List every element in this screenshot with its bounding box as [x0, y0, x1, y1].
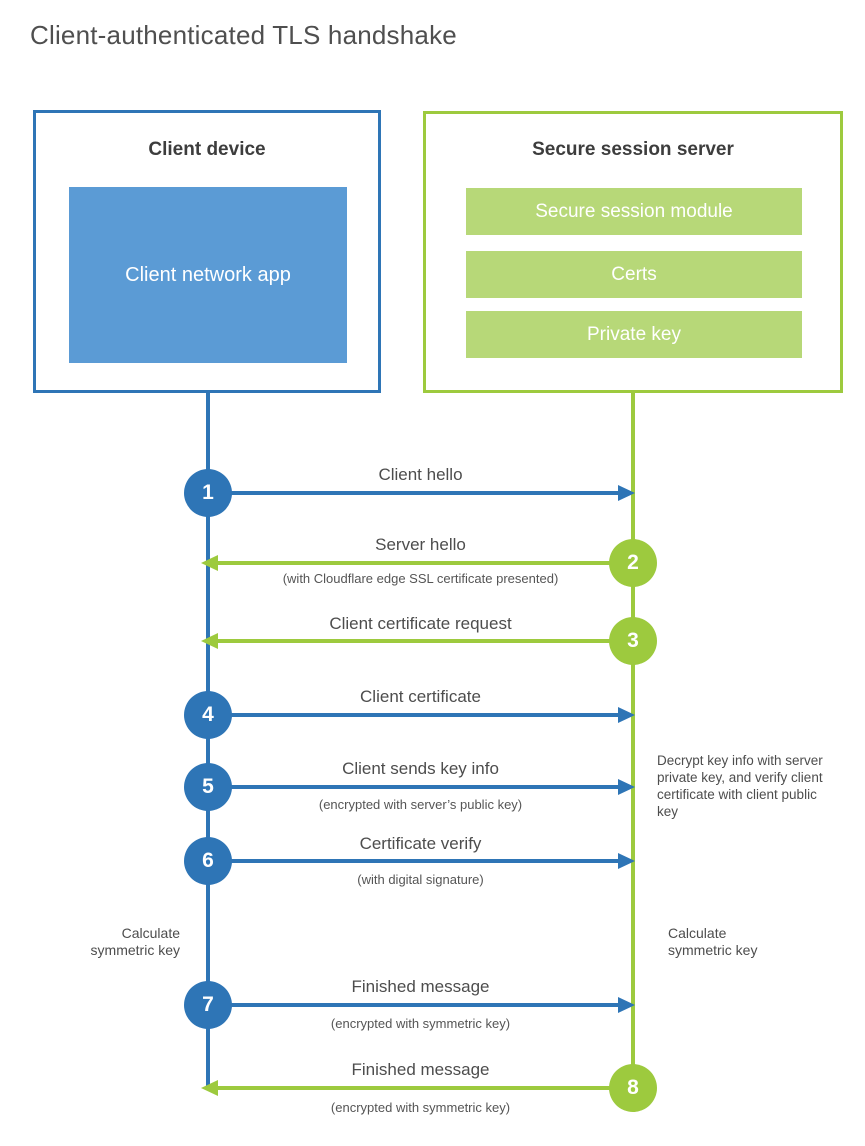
- client-device-title: Client device: [148, 139, 266, 160]
- step-6-sublabel: (with digital signature): [357, 872, 484, 887]
- step-7-arrow: [210, 1003, 620, 1007]
- calculate-symmetric-key-server-note: Calculate symmetric key: [668, 925, 758, 958]
- step-7-label: Finished message: [351, 977, 490, 996]
- step-7-arrowhead-icon: [618, 997, 635, 1013]
- step-1-arrowhead-icon: [618, 485, 635, 501]
- step-4-arrowhead-icon: [618, 707, 635, 723]
- step-3-arrowhead-icon: [201, 633, 218, 649]
- step-6-arrow: [210, 859, 620, 863]
- step-5-arrow: [210, 785, 620, 789]
- step-1-badge: 1: [184, 469, 232, 517]
- step-8-arrow: [218, 1086, 633, 1090]
- step-8-label: Finished message: [351, 1060, 490, 1079]
- step-5-arrowhead-icon: [618, 779, 635, 795]
- decrypt-key-info-note: Decrypt key info with server private key, and verify client certificate with client public key: [657, 753, 823, 819]
- step-3-label: Client certificate request: [329, 614, 512, 633]
- client-network-app-box: [69, 187, 347, 363]
- step-8-badge: 8: [609, 1064, 657, 1112]
- step-7-sublabel: (encrypted with symmetric key): [330, 1016, 511, 1031]
- step-2-arrowhead-icon: [201, 555, 218, 571]
- step-2-badge: 2: [609, 539, 657, 587]
- step-4-arrow: [210, 713, 620, 717]
- step-6-label: Certificate verify: [359, 834, 482, 853]
- step-3-arrow: [218, 639, 633, 643]
- step-7-badge: 7: [184, 981, 232, 1029]
- step-8-sublabel: (encrypted with symmetric key): [330, 1100, 511, 1115]
- page-title: Client-authenticated TLS handshake: [30, 20, 457, 50]
- step-2-sublabel: (with Cloudflare edge SSL certificate presented): [282, 571, 559, 586]
- step-2-label: Server hello: [375, 535, 466, 554]
- step-6-badge: 6: [184, 837, 232, 885]
- step-6-arrowhead-icon: [618, 853, 635, 869]
- secure-session-server-title: Secure session server: [532, 139, 734, 160]
- step-4-label: Client certificate: [360, 687, 481, 706]
- private-key-bar: Private key: [466, 311, 802, 358]
- secure-session-module-bar: Secure session module: [466, 188, 802, 235]
- step-1-label: Client hello: [378, 465, 463, 484]
- step-1-arrow: [210, 491, 620, 495]
- step-4-badge: 4: [184, 691, 232, 739]
- client-network-app-label: Client network app: [125, 263, 291, 286]
- certs-bar: Certs: [466, 251, 802, 298]
- step-8-arrowhead-icon: [201, 1080, 218, 1096]
- step-3-badge: 3: [609, 617, 657, 665]
- calculate-symmetric-key-client-note: Calculate symmetric key: [90, 925, 180, 958]
- step-5-badge: 5: [184, 763, 232, 811]
- step-5-label: Client sends key info: [342, 759, 499, 778]
- step-2-arrow: [218, 561, 633, 565]
- step-5-sublabel: (encrypted with server’s public key): [318, 797, 523, 812]
